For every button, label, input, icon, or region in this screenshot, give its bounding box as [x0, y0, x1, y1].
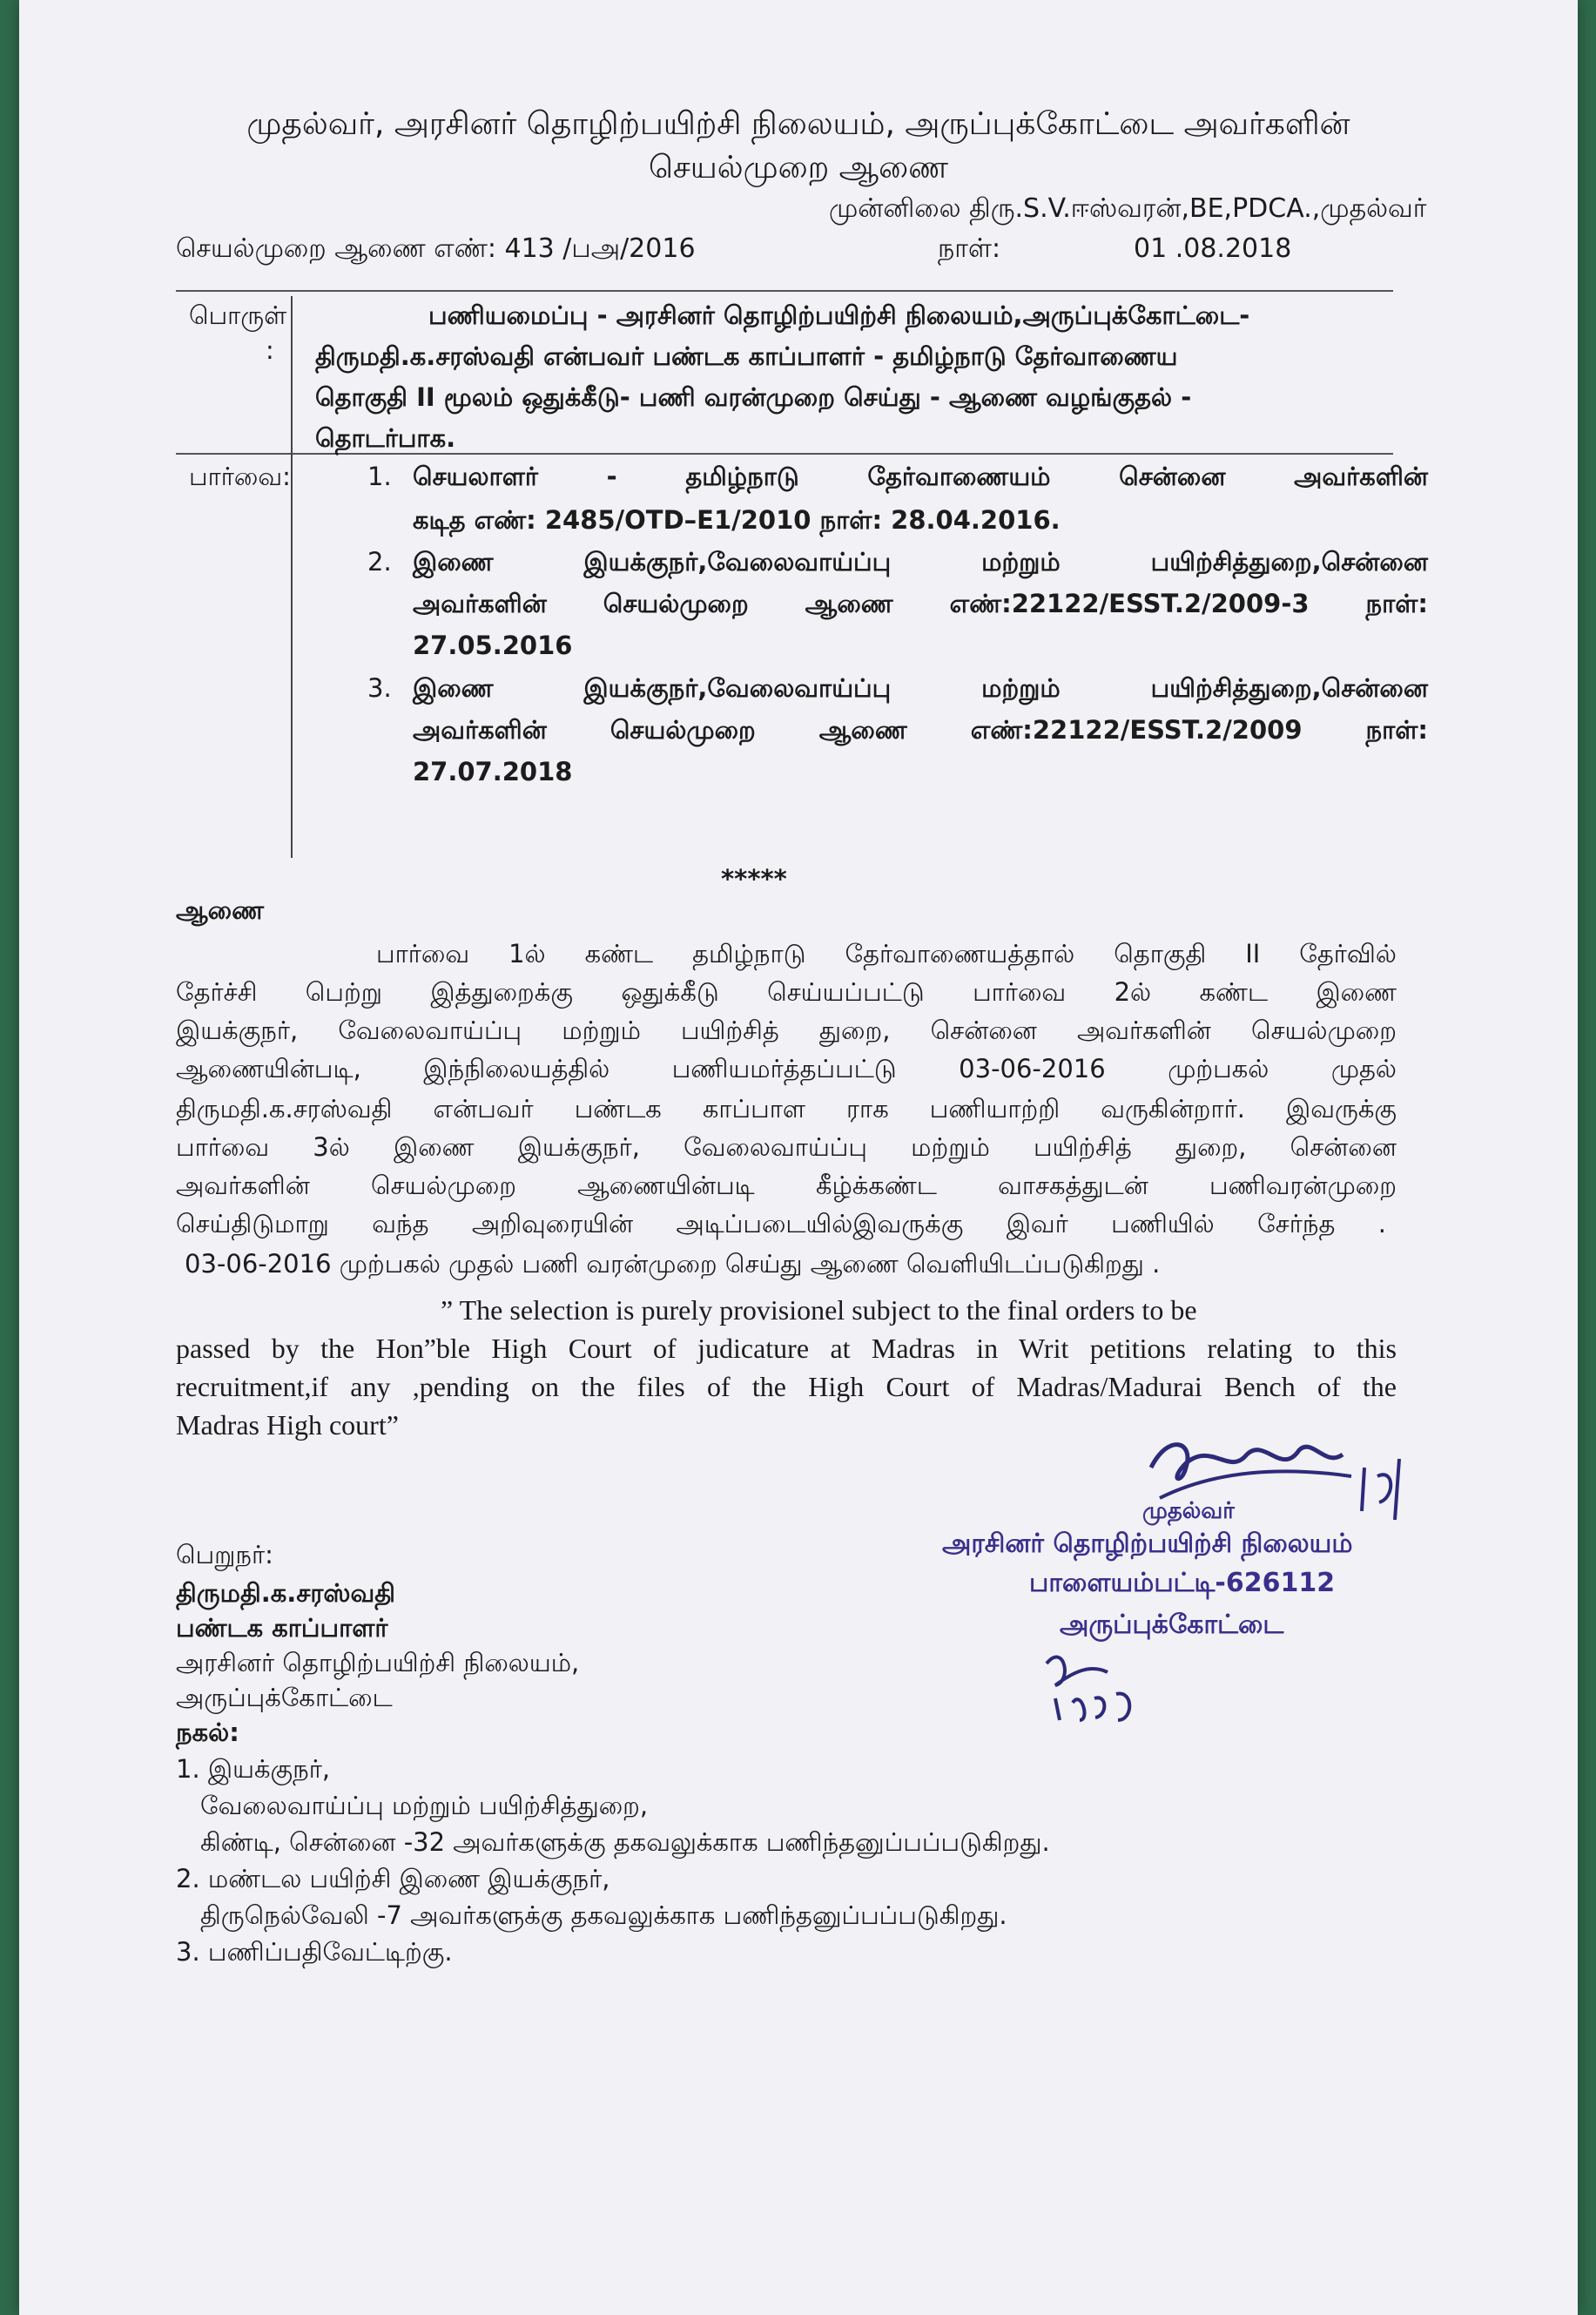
- copy-line: கிண்டி, சென்னை -32 அவர்களுக்கு தகவலுக்காக பணிந்தனுப்பப்படுகிறது.: [200, 1827, 1050, 1857]
- copy-line: 2. மண்டல பயிற்சி இணை இயக்குநர்,: [176, 1864, 610, 1893]
- reference-line: இணை இயக்குநர்,வேலைவாய்ப்பு மற்றும் பயிற்சித்துறை,சென்னை: [413, 673, 1428, 703]
- reference-line: இணை இயக்குநர்,வேலைவாய்ப்பு மற்றும் பயிற்சித்துறை,சென்னை: [413, 547, 1428, 577]
- seal-title: முதல்வர்: [1142, 1498, 1235, 1524]
- recipient-place: அருப்புக்கோட்டை: [176, 1683, 393, 1712]
- copy-line: 3. பணிப்பதிவேட்டிற்கு.: [176, 1937, 453, 1967]
- subject-line: பணியமைப்பு - அரசினர் தொழிற்பயிற்சி நிலையம்,அருப்புக்கோட்டை-: [428, 300, 1250, 330]
- reference-line: செயலாளர் - தமிழ்நாடு தேர்வாணையம் சென்னை அவர்களின்: [413, 462, 1428, 491]
- reference-line: கடித எண்: 2485/OTD–E1/2010 நாள்: 28.04.2016.: [413, 505, 1061, 535]
- header-line-1: முதல்வர், அரசினர் தொழிற்பயிற்சி நிலையம், அருப்புக்கோட்டை அவர்களின்: [246, 106, 1350, 142]
- order-line: இயக்குநர், வேலைவாய்ப்பு மற்றும் பயிற்சித் துறை, சென்னை அவர்களின் செயல்முறை: [176, 1016, 1397, 1045]
- initials-signature: [1038, 1637, 1160, 1724]
- english-note-line: Madras High court”: [176, 1409, 399, 1441]
- order-line: 03-06-2016 முற்பகல் முதல் பணி வரன்முறை செய்து ஆணை வெளியிடப்படுகிறது .: [185, 1249, 1161, 1279]
- english-note-line: ” The selection is purely provisionel subject to the final orders to be: [441, 1294, 1197, 1326]
- seal-line-1: அரசினர் தொழிற்பயிற்சி நிலையம்: [942, 1529, 1353, 1559]
- order-line: தேர்ச்சி பெற்று இத்துறைக்கு ஒதுக்கீடு செய்யப்பட்டு பார்வை 2ல் கண்ட இணை: [176, 977, 1397, 1007]
- reference-line: அவர்களின் செயல்முறை ஆணை எண்:22122/ESST.2/2009 நாள்:: [413, 715, 1428, 745]
- order-line: செய்திடுமாறு வந்த அறிவுரையின் அடிப்படையில்இவருக்கு இவர் பணியில் சேர்ந்த .: [176, 1209, 1386, 1238]
- order-line: பார்வை 3ல் இணை இயக்குநர், வேலைவாய்ப்பு மற்றும் பயிற்சித் துறை, சென்னை: [176, 1132, 1397, 1162]
- seal-line-2: பாளையம்பட்டி-626112: [1029, 1568, 1336, 1598]
- table-top-rule: [176, 290, 1393, 292]
- reference-number: 1.: [367, 462, 392, 491]
- reference-number: 3.: [367, 673, 392, 703]
- subject-label: பொருள்: [189, 300, 287, 330]
- order-line: திருமதி.க.சரஸ்வதி என்பவர் பண்டக காப்பாள ராக பணியாற்றி வருகின்றார். இவருக்கு: [176, 1094, 1397, 1124]
- english-note-line: passed by the Hon”ble High Court of judicature at Madras in Writ petitions relating to this: [176, 1333, 1397, 1364]
- order-line: அவர்களின் செயல்முறை ஆணையின்படி கீழ்க்கண்ட வாசகத்துடன் பணிவரன்முறை: [176, 1171, 1397, 1200]
- presided-by: முன்னிலை திரு.S.V.ஈஸ்வரன்,BE,PDCA.,முதல்வர்: [829, 193, 1427, 224]
- reference-number: 2.: [367, 547, 392, 577]
- order-line: பார்வை 1ல் கண்ட தமிழ்நாடு தேர்வாணையத்தால் தொகுதி II தேர்வில்: [376, 939, 1397, 969]
- reference-line: அவர்களின் செயல்முறை ஆணை எண்:22122/ESST.2/2009-3 நாள்:: [413, 589, 1428, 618]
- order-label: ஆணை: [176, 895, 265, 925]
- document-page: [19, 0, 1578, 2315]
- english-note-line: recruitment,if any ,pending on the files of the High Court of Madras/Madurai Bench of the: [176, 1371, 1397, 1402]
- copy-label: நகல்:: [176, 1718, 239, 1747]
- reference-line: 27.05.2016: [413, 631, 573, 660]
- date-label: நாள்:: [938, 233, 1001, 264]
- order-date: 01 .08.2018: [1134, 233, 1292, 264]
- copy-line: திருநெல்வேலி -7 அவர்களுக்கு தகவலுக்காக பணிந்தனுப்பப்படுகிறது.: [200, 1900, 1007, 1930]
- recipient-label: பெறுநர்:: [176, 1540, 273, 1569]
- subject-line: தொகுதி II மூலம் ஒதுக்கீடு- பணி வரன்முறை செய்து - ஆணை வழங்குதல் -: [315, 382, 1192, 412]
- recipient-designation: பண்டக காப்பாளர்: [176, 1613, 388, 1643]
- table-divider: [291, 296, 293, 858]
- copy-line: வேலைவாய்ப்பு மற்றும் பயிற்சித்துறை,: [200, 1791, 649, 1820]
- section-separator: *****: [721, 864, 787, 894]
- seal-line-3: அருப்புக்கோட்டை: [1060, 1610, 1284, 1640]
- subject-line: திருமதி.க.சரஸ்வதி என்பவர் பண்டக காப்பாளர் - தமிழ்நாடு தேர்வாணைய: [315, 341, 1178, 371]
- subject-colon: :: [266, 335, 274, 365]
- copy-line: 1. இயக்குநர்,: [176, 1754, 331, 1784]
- reference-label: பார்வை:: [189, 462, 291, 491]
- subject-line: தொடர்பாக.: [315, 423, 456, 453]
- reference-line: 27.07.2018: [413, 757, 573, 786]
- header-line-2: செயல்முறை ஆணை: [648, 150, 949, 186]
- recipient-office: அரசினர் தொழிற்பயிற்சி நிலையம்,: [176, 1648, 580, 1677]
- order-number: செயல்முறை ஆணை எண்: 413 /பஅ/2016: [176, 233, 696, 264]
- order-line: ஆணையின்படி, இந்நிலையத்தில் பணியமர்த்தப்பட்டு 03-06-2016 முற்பகல் முதல்: [176, 1054, 1397, 1083]
- recipient-name: திருமதி.க.சரஸ்வதி: [176, 1578, 396, 1608]
